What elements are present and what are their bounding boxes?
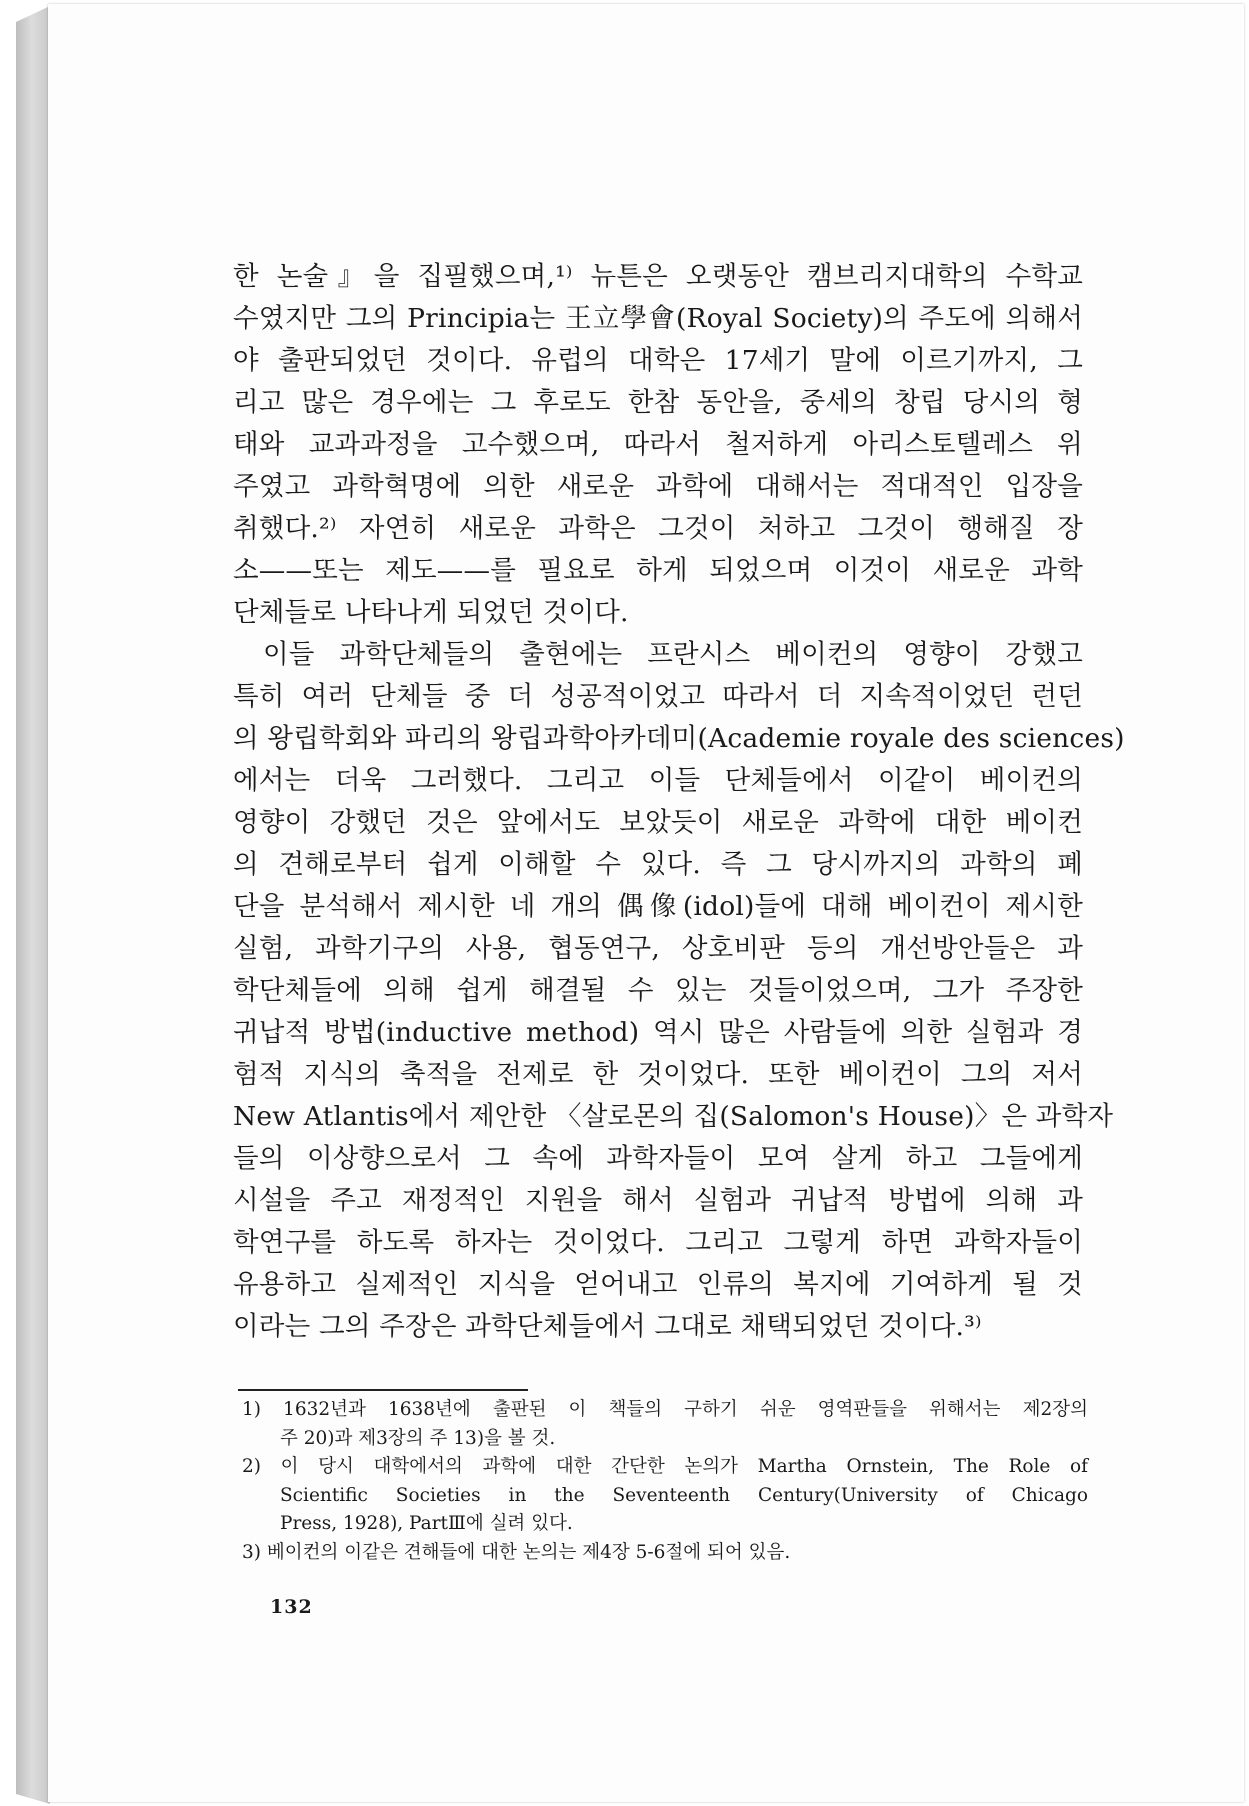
body-line: 들의 이상향으로서 그 속에 과학자들이 모여 살게 하고 그들에게 <box>233 1143 1083 1174</box>
body-line: 에서는 더욱 그러했다. 그리고 이들 단체들에서 이같이 베이컨의 <box>233 765 1083 796</box>
body-line: 취했다.²⁾ 자연히 새로운 과학은 그것이 처하고 그것이 행해질 장 <box>233 513 1083 544</box>
body-line: 특히 여러 단체들 중 더 성공적이었고 따라서 더 지속적이었던 런던 <box>233 681 1083 712</box>
body-line: 태와 교과과정을 고수했으며, 따라서 철저하게 아리스토텔레스 위 <box>233 429 1083 460</box>
footnote-line: Scientific Societies in the Seventeenth Century(University of Chicago <box>280 1484 1088 1506</box>
body-line: 단체들로 나타나게 되었던 것이다. <box>233 597 629 628</box>
footnote-line: 3) 베이컨의 이같은 견해들에 대한 논의는 제4장 5-6절에 되어 있음. <box>242 1541 791 1563</box>
footnote-line: 1) 1632년과 1638년에 출판된 이 책들의 구하기 쉬운 영역판들을 위해서는 제2장의 <box>242 1399 1088 1420</box>
body-line: 학연구를 하도록 하자는 것이었다. 그리고 그렇게 하면 과학자들이 <box>233 1227 1083 1258</box>
footnotes <box>242 1396 1088 1567</box>
body-line: 시설을 주고 재정적인 지원을 해서 실험과 귀납적 방법에 의해 과 <box>233 1185 1083 1216</box>
book-spine-edge <box>16 6 50 1804</box>
body-line: 실험, 과학기구의 사용, 협동연구, 상호비판 등의 개선방안들은 과 <box>233 933 1083 964</box>
page-number: 132 <box>270 1596 313 1618</box>
body-line: 소——또는 제도——를 필요로 하게 되었으며 이것이 새로운 과학 <box>233 555 1083 586</box>
body-line: 귀납적 방법(inductive method) 역시 많은 사람들에 의한 실험과 경 <box>233 1017 1083 1048</box>
body-line: 의 견해로부터 쉽게 이해할 수 있다. 즉 그 당시까지의 과학의 폐 <box>233 849 1083 880</box>
body-line: 야 출판되었던 것이다. 유럽의 대학은 17세기 말에 이르기까지, 그 <box>233 345 1083 376</box>
body-line: 단을 분석해서 제시한 네 개의 偶像(idol)들에 대해 베이컨이 제시한 <box>233 891 1083 922</box>
body-line: 학단체들에 의해 쉽게 해결될 수 있는 것들이었으며, 그가 주장한 <box>233 975 1083 1006</box>
body-line: New Atlantis에서 제안한 〈살로몬의 집(Salomon's House)〉은 과학자 <box>233 1101 1114 1132</box>
body-line: 이라는 그의 주장은 과학단체들에서 그대로 채택되었던 것이다.³⁾ <box>233 1311 982 1342</box>
footnote-divider <box>238 1389 528 1391</box>
body-line: 리고 많은 경우에는 그 후로도 한참 동안을, 중세의 창립 당시의 형 <box>233 387 1083 418</box>
body-line: 의 왕립학회와 파리의 왕립과학아카데미(Academie royale des sciences) <box>233 723 1125 754</box>
body-text <box>233 256 1125 1348</box>
footnote-line: 2) 이 당시 대학에서의 과학에 대한 간단한 논의가 Martha Ornstein, The Role of <box>242 1456 1088 1477</box>
body-line: 영향이 강했던 것은 앞에서도 보았듯이 새로운 과학에 대한 베이컨 <box>233 807 1083 838</box>
body-line: 주였고 과학혁명에 의한 새로운 과학에 대해서는 적대적인 입장을 <box>233 471 1083 502</box>
body-line: 수였지만 그의 Principia는 王立學會(Royal Society)의 주도에 의해서 <box>233 303 1083 334</box>
body-line: 한 논술』을 집필했으며,¹⁾ 뉴튼은 오랫동안 캠브리지대학의 수학교 <box>233 261 1083 292</box>
body-line: 유용하고 실제적인 지식을 얻어내고 인류의 복지에 기여하게 될 것 <box>233 1269 1083 1300</box>
footnote-line: 주 20)과 제3장의 주 13)을 볼 것. <box>280 1427 556 1449</box>
body-line: 이들 과학단체들의 출현에는 프란시스 베이컨의 영향이 강했고 <box>263 639 1083 670</box>
footnote-line: Press, 1928), PartⅢ에 실려 있다. <box>280 1513 573 1534</box>
body-line: 험적 지식의 축적을 전제로 한 것이었다. 또한 베이컨이 그의 저서 <box>233 1059 1083 1090</box>
